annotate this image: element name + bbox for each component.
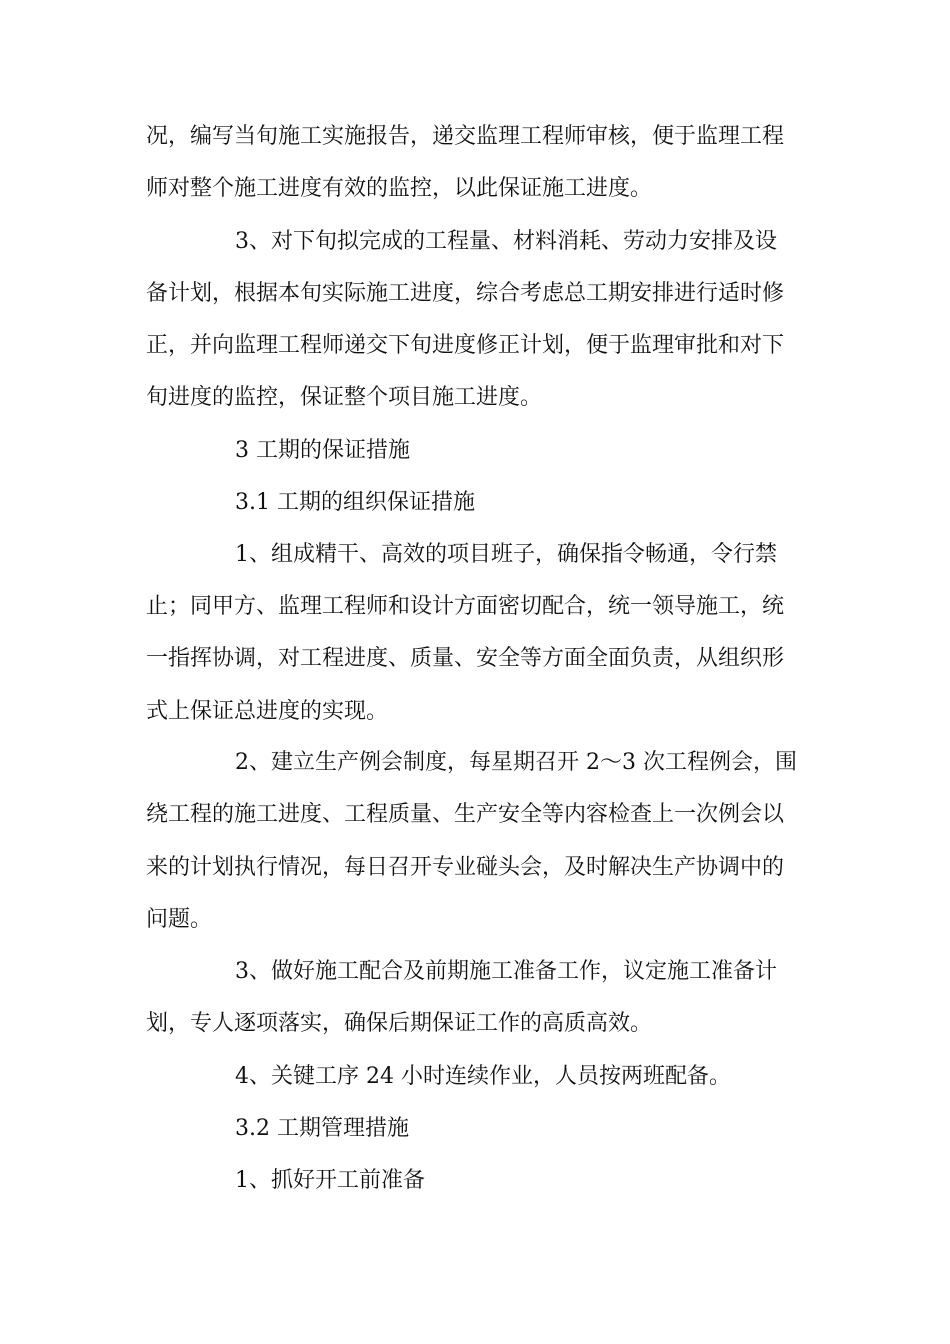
paragraph-line: 式上保证总进度的实现。 bbox=[146, 699, 389, 724]
paragraph-line: 正，并向监理工程师递交下旬进度修正计划，便于监理审批和对下 bbox=[146, 333, 785, 358]
paragraph-line: 旬进度的监控，保证整个项目施工进度。 bbox=[146, 385, 543, 410]
paragraph-line: 止；同甲方、监理工程师和设计方面密切配合，统一领导施工，统 bbox=[146, 594, 785, 619]
subsection-heading: 3.1 工期的组织保证措施 bbox=[235, 490, 475, 515]
paragraph-line: 3、做好施工配合及前期施工准备工作，议定施工准备计 bbox=[235, 959, 777, 984]
paragraph-line: 况，编写当旬施工实施报告，递交监理工程师审核，便于监理工程 bbox=[146, 124, 785, 149]
paragraph-line: 备计划，根据本旬实际施工进度，综合考虑总工期安排进行适时修 bbox=[146, 281, 785, 306]
paragraph-line: 师对整个施工进度有效的监控，以此保证施工进度。 bbox=[146, 176, 653, 201]
paragraph-line: 4、关键工序 24 小时连续作业，人员按两班配备。 bbox=[235, 1064, 731, 1089]
paragraph-line: 划，专人逐项落实，确保后期保证工作的高质高效。 bbox=[146, 1011, 653, 1036]
paragraph-line: 问题。 bbox=[146, 907, 213, 932]
section-heading: 3 工期的保证措施 bbox=[235, 438, 410, 463]
paragraph-line: 3、对下旬拟完成的工程量、材料消耗、劳动力安排及设 bbox=[235, 229, 777, 254]
paragraph-line: 绕工程的施工进度、工程质量、生产安全等内容检查上一次例会以 bbox=[146, 802, 785, 827]
subsection-heading: 3.2 工期管理措施 bbox=[235, 1116, 409, 1141]
paragraph-line: 2、建立生产例会制度，每星期召开 2～3 次工程例会，围 bbox=[235, 750, 797, 775]
paragraph-line: 来的计划执行情况，每日召开专业碰头会，及时解决生产协调中的 bbox=[146, 855, 785, 880]
list-item-heading: 1、抓好开工前准备 bbox=[235, 1168, 425, 1193]
paragraph-line: 1、组成精干、高效的项目班子，确保指令畅通，令行禁 bbox=[235, 542, 777, 567]
paragraph-line: 一指挥协调，对工程进度、质量、安全等方面全面负责，从组织形 bbox=[146, 646, 785, 671]
